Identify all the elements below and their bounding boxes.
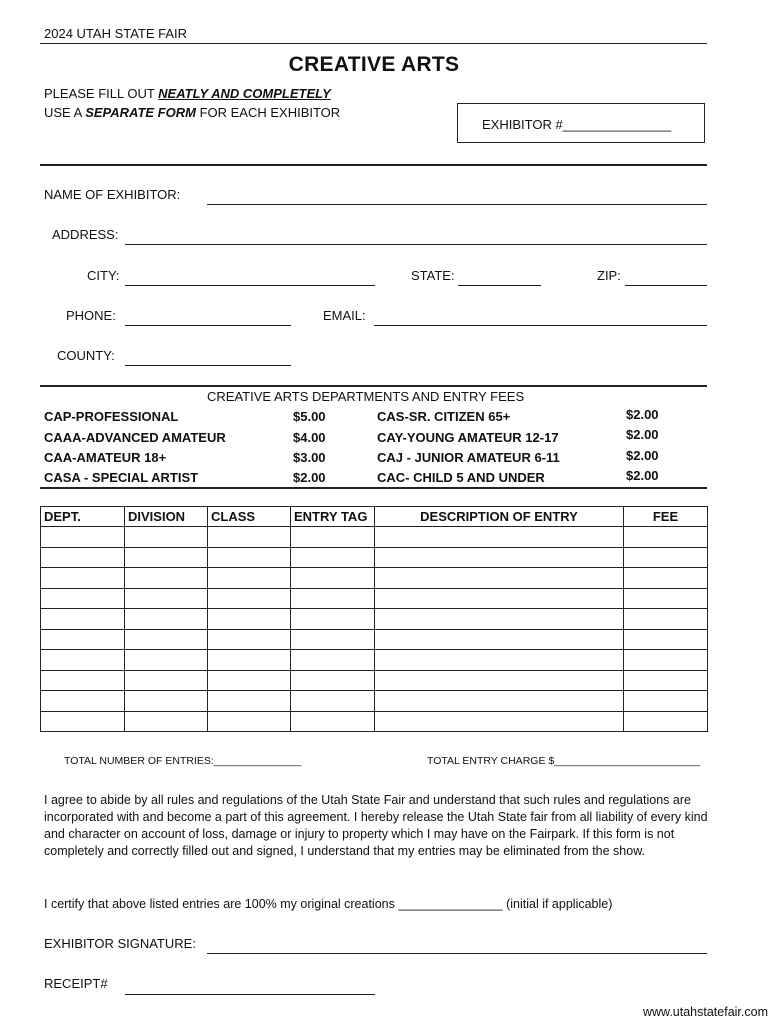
table-cell[interactable] bbox=[624, 650, 708, 671]
table-cell[interactable] bbox=[291, 588, 375, 609]
column-header-class: CLASS bbox=[208, 507, 291, 527]
table-cell[interactable] bbox=[624, 547, 708, 568]
table-row bbox=[41, 609, 708, 630]
fee-amount: $5.00 bbox=[293, 409, 326, 424]
table-cell[interactable] bbox=[41, 527, 125, 548]
fair-name: 2024 UTAH STATE FAIR bbox=[44, 26, 188, 41]
column-header-description: DESCRIPTION OF ENTRY bbox=[375, 507, 624, 527]
column-header-division: DIVISION bbox=[125, 507, 208, 527]
fees-heading: CREATIVE ARTS DEPARTMENTS AND ENTRY FEES bbox=[207, 389, 525, 404]
table-cell[interactable] bbox=[41, 650, 125, 671]
receipt-label: RECEIPT# bbox=[44, 976, 108, 991]
instruction-2-emphasis: SEPARATE FORM bbox=[85, 105, 196, 120]
name-label: NAME OF EXHIBITOR: bbox=[44, 187, 181, 202]
table-cell[interactable] bbox=[41, 568, 125, 589]
table-cell[interactable] bbox=[291, 527, 375, 548]
fee-amount: $2.00 bbox=[626, 448, 659, 463]
table-cell[interactable] bbox=[41, 609, 125, 630]
table-cell[interactable] bbox=[291, 609, 375, 630]
total-charge-field[interactable]: TOTAL ENTRY CHARGE $_________________________ bbox=[427, 755, 701, 767]
table-row bbox=[41, 670, 708, 691]
instruction-line-1 bbox=[44, 86, 331, 101]
page-title: CREATIVE ARTS bbox=[288, 53, 460, 76]
table-cell[interactable] bbox=[375, 691, 624, 712]
table-cell[interactable] bbox=[125, 588, 208, 609]
table-cell[interactable] bbox=[208, 547, 291, 568]
column-header-entry-tag: ENTRY TAG bbox=[291, 507, 375, 527]
table-cell[interactable] bbox=[624, 629, 708, 650]
zip-field[interactable] bbox=[625, 285, 707, 286]
table-cell[interactable] bbox=[624, 670, 708, 691]
table-cell[interactable] bbox=[624, 588, 708, 609]
address-field[interactable] bbox=[125, 244, 707, 245]
table-row bbox=[41, 527, 708, 548]
table-row bbox=[41, 691, 708, 712]
table-cell[interactable] bbox=[624, 527, 708, 548]
table-cell[interactable] bbox=[41, 629, 125, 650]
table-cell[interactable] bbox=[208, 609, 291, 630]
table-cell[interactable] bbox=[125, 670, 208, 691]
table-row bbox=[41, 588, 708, 609]
table-cell[interactable] bbox=[125, 691, 208, 712]
table-cell[interactable] bbox=[291, 650, 375, 671]
phone-field[interactable] bbox=[125, 325, 291, 326]
section-divider-top bbox=[40, 164, 707, 166]
zip-label: ZIP: bbox=[597, 268, 621, 283]
table-cell[interactable] bbox=[208, 527, 291, 548]
table-cell[interactable] bbox=[375, 547, 624, 568]
table-cell[interactable] bbox=[41, 691, 125, 712]
instruction-2-prefix: USE A bbox=[44, 105, 86, 120]
table-cell[interactable] bbox=[375, 670, 624, 691]
state-label: STATE: bbox=[411, 268, 455, 283]
fee-name: CAA-AMATEUR 18+ bbox=[44, 450, 167, 465]
instruction-1-prefix: PLEASE FILL OUT bbox=[44, 86, 159, 101]
table-cell[interactable] bbox=[375, 568, 624, 589]
column-header-dept: DEPT. bbox=[41, 507, 125, 527]
table-cell[interactable] bbox=[375, 650, 624, 671]
city-field[interactable] bbox=[125, 285, 375, 286]
phone-label: PHONE: bbox=[66, 308, 116, 323]
table-cell[interactable] bbox=[208, 629, 291, 650]
table-cell[interactable] bbox=[125, 629, 208, 650]
fee-name: CAY-YOUNG AMATEUR 12-17 bbox=[377, 430, 559, 445]
instruction-2-suffix: FOR EACH EXHIBITOR bbox=[195, 105, 341, 120]
table-cell[interactable] bbox=[291, 568, 375, 589]
instruction-line-2 bbox=[44, 105, 340, 120]
table-cell[interactable] bbox=[125, 711, 208, 732]
exhibitor-number-box[interactable] bbox=[457, 103, 705, 143]
table-cell[interactable] bbox=[41, 588, 125, 609]
county-label: COUNTY: bbox=[57, 348, 115, 363]
fee-name: CAC- CHILD 5 AND UNDER bbox=[377, 470, 545, 485]
table-cell[interactable] bbox=[125, 650, 208, 671]
table-cell[interactable] bbox=[375, 609, 624, 630]
table-cell[interactable] bbox=[208, 650, 291, 671]
entries-table bbox=[40, 506, 708, 732]
fees-divider-bottom bbox=[40, 487, 707, 489]
table-row bbox=[41, 650, 708, 671]
county-field[interactable] bbox=[125, 365, 291, 366]
table-cell[interactable] bbox=[125, 527, 208, 548]
fees-divider-top bbox=[40, 385, 707, 387]
receipt-field[interactable] bbox=[125, 994, 375, 995]
exhibitor-number-label: EXHIBITOR #_______________ bbox=[482, 117, 672, 132]
table-cell[interactable] bbox=[624, 691, 708, 712]
city-label: CITY: bbox=[87, 268, 120, 283]
agreement-text: I agree to abide by all rules and regulations of the Utah State Fair and understand that such rules and regulations are incorporated with and become a part of this agreement. I hereby release the Utah State fair from all liability of every kind and character on account of loss, damage or injury to property which I may have on the Fairpark. If this form is not completely and correctly filled out and signed, I understand that my entries may be eliminated from the show. bbox=[44, 793, 708, 858]
table-row bbox=[41, 568, 708, 589]
fee-name: CAJ - JUNIOR AMATEUR 6-11 bbox=[377, 450, 560, 465]
state-field[interactable] bbox=[458, 285, 541, 286]
table-header-row bbox=[41, 507, 708, 527]
table-cell[interactable] bbox=[208, 568, 291, 589]
signature-label: EXHIBITOR SIGNATURE: bbox=[44, 936, 196, 951]
table-cell[interactable] bbox=[291, 547, 375, 568]
website-link[interactable]: www.utahstatefair.com bbox=[642, 1005, 768, 1019]
fee-amount: $2.00 bbox=[626, 468, 659, 483]
certify-text: I certify that above listed entries are 100% my original creations _______________ (initial if applicable) bbox=[44, 897, 613, 911]
table-cell[interactable] bbox=[41, 547, 125, 568]
table-cell[interactable] bbox=[624, 568, 708, 589]
email-field[interactable] bbox=[374, 325, 707, 326]
table-row bbox=[41, 629, 708, 650]
instruction-1-emphasis: NEATLY AND COMPLETELY bbox=[158, 86, 331, 101]
table-cell[interactable] bbox=[125, 547, 208, 568]
fee-name: CASA - SPECIAL ARTIST bbox=[44, 470, 199, 485]
address-label: ADDRESS: bbox=[52, 227, 119, 242]
name-field[interactable] bbox=[207, 204, 707, 205]
table-cell[interactable] bbox=[125, 609, 208, 630]
table-cell[interactable] bbox=[375, 588, 624, 609]
signature-field[interactable] bbox=[207, 953, 707, 954]
fee-amount: $3.00 bbox=[293, 450, 326, 465]
table-cell[interactable] bbox=[291, 711, 375, 732]
fee-amount: $2.00 bbox=[293, 470, 326, 485]
total-entries-field[interactable]: TOTAL NUMBER OF ENTRIES:_______________ bbox=[64, 755, 302, 767]
table-row bbox=[41, 547, 708, 568]
table-cell[interactable] bbox=[208, 588, 291, 609]
table-cell[interactable] bbox=[375, 711, 624, 732]
table-cell[interactable] bbox=[41, 670, 125, 691]
table-cell[interactable] bbox=[291, 670, 375, 691]
fee-name: CAS-SR. CITIZEN 65+ bbox=[377, 409, 511, 424]
table-cell[interactable] bbox=[291, 629, 375, 650]
column-header-fee: FEE bbox=[624, 507, 708, 527]
table-cell[interactable] bbox=[208, 670, 291, 691]
email-label: EMAIL: bbox=[323, 308, 366, 323]
table-cell[interactable] bbox=[291, 691, 375, 712]
header-rule bbox=[40, 43, 707, 44]
table-cell[interactable] bbox=[375, 527, 624, 548]
table-cell[interactable] bbox=[125, 568, 208, 589]
table-row bbox=[41, 711, 708, 732]
table-cell[interactable] bbox=[41, 711, 125, 732]
table-cell[interactable] bbox=[208, 711, 291, 732]
fee-name: CAP-PROFESSIONAL bbox=[44, 409, 179, 424]
fee-amount: $2.00 bbox=[626, 427, 659, 442]
table-cell[interactable] bbox=[624, 711, 708, 732]
fee-amount: $4.00 bbox=[293, 430, 326, 445]
fee-name: CAAA-ADVANCED AMATEUR bbox=[44, 430, 226, 445]
table-cell[interactable] bbox=[624, 609, 708, 630]
fee-amount: $2.00 bbox=[626, 407, 659, 422]
table-cell[interactable] bbox=[375, 629, 624, 650]
table-cell[interactable] bbox=[208, 691, 291, 712]
